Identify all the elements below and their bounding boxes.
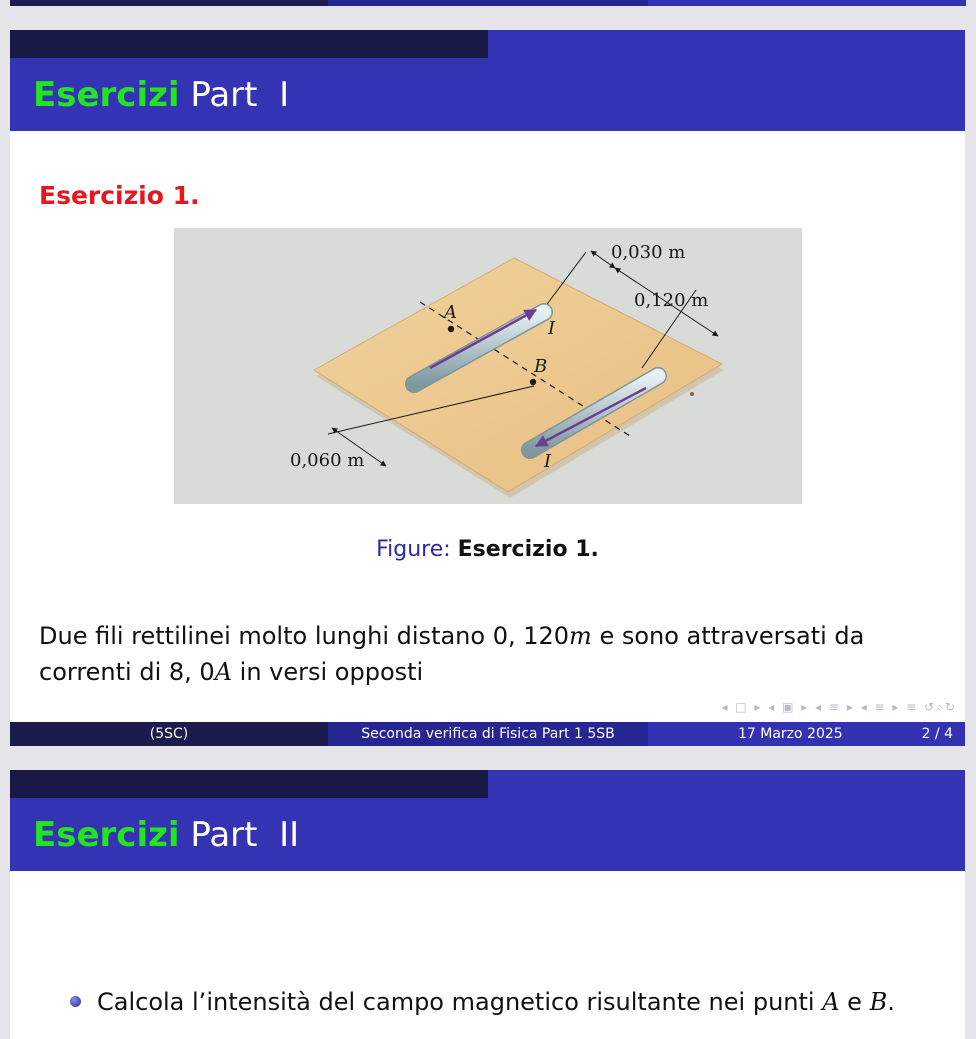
frame-title: [33, 815, 300, 855]
footer-date-page: [648, 722, 965, 746]
wires-figure: [174, 228, 802, 504]
point-b: [530, 379, 536, 385]
exercise-title: Esercizio 1.: [39, 181, 200, 210]
footer-author: (5SC): [10, 722, 328, 746]
text-line2-end: in versi opposti: [232, 658, 424, 686]
frame-title: [33, 75, 290, 115]
title-part: Part: [190, 815, 258, 855]
list-item: [70, 988, 895, 1016]
label-current-bottom: I: [544, 451, 552, 472]
nav-redo-icon[interactable]: ↻: [944, 700, 957, 714]
footer-date: 17 Marzo 2025: [738, 726, 843, 742]
label-point-a: A: [444, 302, 457, 323]
bullet-point-b: B: [869, 988, 888, 1016]
bullet-text: Calcola l’intensità del campo magnetico risultante nei punti: [97, 988, 823, 1016]
footer-page-number: 2 / 4: [921, 726, 953, 742]
caption-label: Figure:: [376, 537, 451, 562]
label-point-b: B: [534, 356, 548, 377]
slide-3-of-4: [10, 770, 965, 1039]
nav-section-icon[interactable]: ◂ ≡ ▸: [815, 700, 855, 714]
nav-document-icon[interactable]: ◂ ≡ ▸: [860, 700, 901, 714]
unit-a: A: [214, 658, 233, 686]
label-spacing: 0,030 m: [611, 242, 686, 263]
slide-2-of-4: [10, 30, 965, 746]
frame-title-bar: [10, 798, 965, 871]
bullet-point-a: A: [822, 988, 840, 1016]
board-mark: [690, 392, 694, 396]
bullet-text-middle: e: [839, 988, 870, 1016]
headline-bar: [10, 770, 965, 798]
bullet-text-end: .: [887, 988, 895, 1016]
title-highlight: Esercizi: [33, 75, 180, 115]
footer-talk-title: Seconda verifica di Fisica Part 1 5SB: [328, 722, 648, 746]
label-half: 0,060 m: [290, 450, 365, 471]
unit-m: m: [569, 622, 592, 650]
headline-bar: [10, 30, 965, 58]
label-current-top: I: [548, 318, 556, 339]
text-line1-end: e sono attraversati da: [591, 622, 865, 650]
nav-undo-icon[interactable]: ↺: [924, 700, 937, 714]
figure-caption: [10, 537, 965, 562]
title-highlight: Esercizi: [33, 815, 180, 855]
point-a: [448, 326, 454, 332]
title-numeral: I: [279, 75, 290, 115]
text-line1: Due fili rettilinei molto lunghi distano 0, 120: [39, 622, 570, 650]
nav-frame-icon[interactable]: ◂ □ ▸: [721, 700, 763, 714]
label-distance: 0,120 m: [634, 290, 709, 311]
footline: [10, 722, 965, 746]
frame-title-bar: [10, 58, 965, 131]
beamer-navigation[interactable]: [721, 700, 957, 715]
bullet-icon: [70, 996, 81, 1007]
title-numeral: II: [279, 815, 300, 855]
text-line2: correnti di 8, 0: [39, 658, 215, 686]
title-part: Part: [190, 75, 258, 115]
nav-search-icon[interactable]: ⌕: [936, 700, 945, 714]
nav-subsection-icon[interactable]: ◂ ▣ ▸: [768, 700, 810, 714]
caption-text: Esercizio 1.: [457, 537, 599, 562]
previous-slide-footer: [0, 0, 976, 6]
nav-outline-icon[interactable]: ≡: [906, 700, 919, 714]
exercise-text: [39, 618, 939, 690]
